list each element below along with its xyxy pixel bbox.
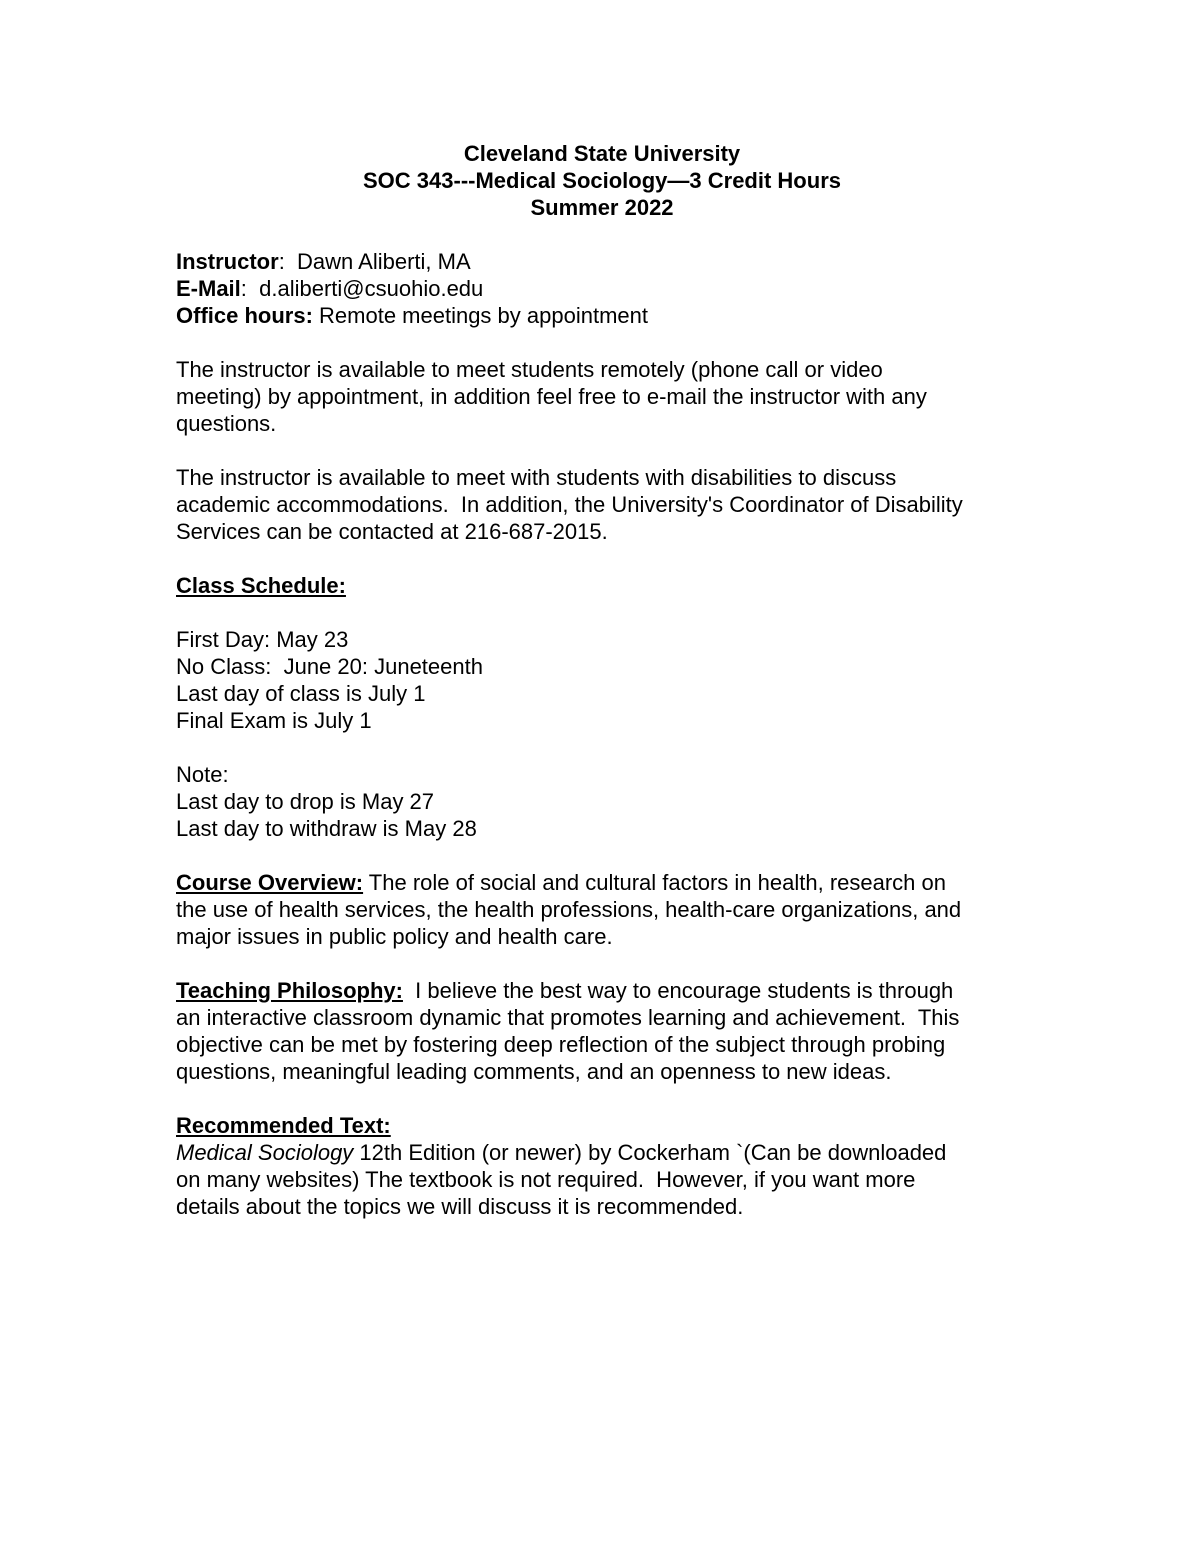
paragraph-line	[176, 977, 1036, 1004]
paragraph-line: meeting) by appointment, in addition feel free to e-mail the instructor with any	[176, 384, 927, 409]
office-hours-label: Office hours:	[176, 303, 313, 328]
recommended-text-section	[176, 1112, 1036, 1220]
book-title: Medical Sociology	[176, 1140, 354, 1165]
paragraph-line: The instructor is available to meet with students with disabilities to discuss	[176, 465, 897, 490]
course-overview-heading: Course Overview:	[176, 870, 364, 895]
paragraph-line: an interactive classroom dynamic that promotes learning and achievement. This	[176, 1005, 960, 1030]
paragraph-line: details about the topics we will discuss it is recommended.	[176, 1194, 744, 1219]
instructor-label: Instructor	[176, 249, 279, 274]
schedule-item: No Class: June 20: Juneteenth	[176, 654, 483, 679]
paragraph-line: Services can be contacted at 216-687-2015.	[176, 519, 608, 544]
teaching-philosophy-heading: Teaching Philosophy:	[176, 978, 403, 1003]
course-overview-section	[176, 869, 1036, 950]
note-item: Last day to withdraw is May 28	[176, 816, 477, 841]
paragraph-line: major issues in public policy and health care.	[176, 924, 613, 949]
paragraph-line: on many websites) The textbook is not required. However, if you want more	[176, 1167, 916, 1192]
paragraph-line	[176, 1139, 1036, 1166]
availability-paragraph	[176, 356, 1036, 437]
paragraph-line: questions.	[176, 411, 277, 436]
paragraph-line: the use of health services, the health professions, health-care organizations, and	[176, 897, 962, 922]
document-header	[168, 140, 1036, 221]
email-value: : d.aliberti@csuohio.edu	[240, 276, 484, 301]
class-schedule-section	[176, 572, 1036, 842]
paragraph-line	[176, 869, 1036, 896]
class-schedule-heading: Class Schedule:	[176, 573, 346, 598]
contact-block	[176, 248, 1036, 329]
book-details: 12th Edition (or newer) by Cockerham `(Can be downloaded	[353, 1140, 947, 1165]
recommended-text-heading: Recommended Text:	[176, 1113, 391, 1138]
schedule-item: Final Exam is July 1	[176, 708, 372, 733]
teaching-philosophy-section	[176, 977, 1036, 1085]
syllabus-page	[176, 140, 1036, 1220]
term: Summer 2022	[530, 195, 674, 220]
office-hours-line	[176, 302, 1036, 329]
paragraph-line: questions, meaningful leading comments, and an openness to new ideas.	[176, 1059, 892, 1084]
schedule-item: Last day of class is July 1	[176, 681, 426, 706]
note-item: Last day to drop is May 27	[176, 789, 435, 814]
email-label: E-Mail	[176, 276, 241, 301]
university-name: Cleveland State University	[463, 141, 741, 166]
schedule-item: First Day: May 23	[176, 627, 349, 652]
paragraph-line: The instructor is available to meet students remotely (phone call or video	[176, 357, 883, 382]
email-line	[176, 275, 1036, 302]
course-overview-text: The role of social and cultural factors in health, research on	[363, 870, 946, 895]
paragraph-line: academic accommodations. In addition, the University's Coordinator of Disability	[176, 492, 963, 517]
instructor-line	[176, 248, 1036, 275]
paragraph-line: objective can be met by fostering deep reflection of the subject through probing	[176, 1032, 946, 1057]
note-label: Note:	[176, 762, 229, 787]
disability-paragraph	[176, 464, 1036, 545]
office-hours-value: Remote meetings by appointment	[312, 303, 648, 328]
instructor-value: : Dawn Aliberti, MA	[278, 249, 471, 274]
teaching-philosophy-text: I believe the best way to encourage students is through	[402, 978, 954, 1003]
course-title: SOC 343---Medical Sociology—3 Credit Hours	[363, 168, 841, 193]
